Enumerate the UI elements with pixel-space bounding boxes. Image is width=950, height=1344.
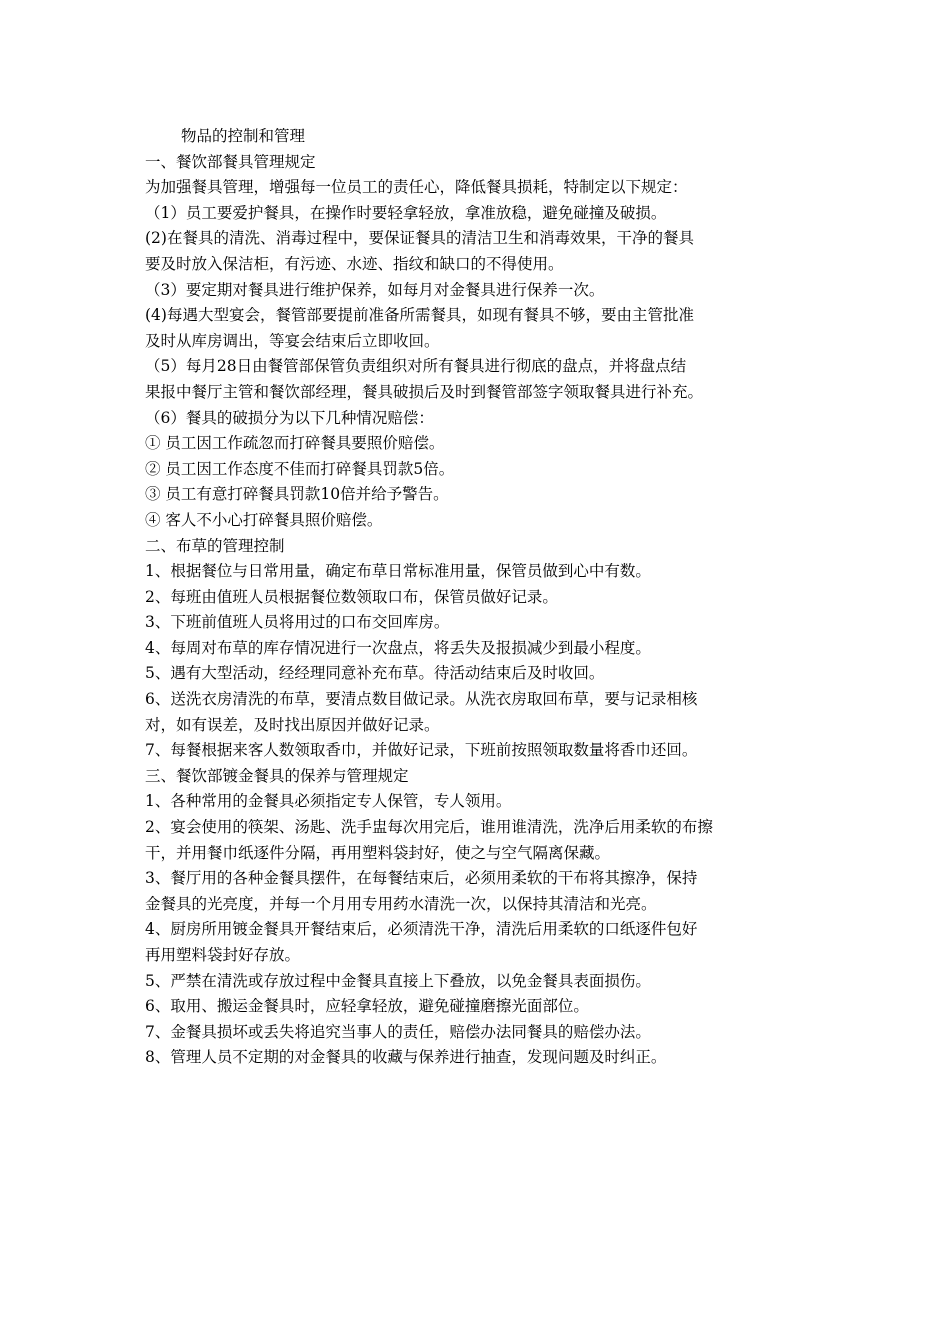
paragraph-line: 7、每餐根据来客人数领取香巾，并做好记录，下班前按照领取数量将香巾还回。 — [145, 741, 698, 760]
paragraph-line: 1、根据餐位与日常用量，确定布草日常标准用量，保管员做到心中有数。 — [145, 562, 651, 581]
paragraph-line: （6）餐具的破损分为以下几种情况赔偿： — [145, 408, 434, 427]
section-heading-2: 二、布草的管理控制 — [145, 536, 285, 555]
paragraph-line: 要及时放入保洁柜，有污迹、水迹、指纹和缺口的不得使用。 — [145, 254, 564, 273]
paragraph-line: 5、遇有大型活动，经经理同意补充布草。待活动结束后及时收回。 — [145, 664, 605, 683]
paragraph-line: 果报中餐厅主管和餐饮部经理，餐具破损后及时到餐管部签字领取餐具进行补充。 — [145, 382, 704, 401]
paragraph-line: (4)每遇大型宴会，餐管部要提前准备所需餐具，如现有餐具不够，要由主管批准 — [145, 306, 694, 325]
list-item: ② 员工因工作态度不佳而打碎餐具罚款5倍。 — [145, 459, 455, 478]
list-item: ③ 员工有意打碎餐具罚款10倍并给予警告。 — [145, 485, 449, 504]
paragraph-line: 1、各种常用的金餐具必须指定专人保管，专人领用。 — [145, 792, 512, 811]
paragraph-line: （3）要定期对餐具进行维护保养，如每月对金餐具进行保养一次。 — [145, 280, 605, 299]
paragraph-line: 6、取用、搬运金餐具时，应轻拿轻放，避免碰撞磨擦光面部位。 — [145, 997, 589, 1016]
paragraph-line: 金餐具的光亮度，并每一个月用专用药水清洗一次，以保持其清洁和光亮。 — [145, 894, 657, 913]
paragraph-line: 4、每周对布草的库存情况进行一次盘点，将丢失及报损减少到最小程度。 — [145, 638, 651, 657]
paragraph-line: （5）每月28日由餐管部保管负责组织对所有餐具进行彻底的盘点，并将盘点结 — [145, 357, 687, 376]
section-heading-3: 三、餐饮部镀金餐具的保养与管理规定 — [145, 766, 409, 785]
document-title: 物品的控制和管理 — [181, 127, 306, 145]
paragraph-line: 6、送洗衣房清洗的布草，要清点数目做记录。从洗衣房取回布草，要与记录相核 — [145, 690, 698, 709]
paragraph-line: (2)在餐具的清洗、消毒过程中，要保证餐具的清洁卫生和消毒效果，干净的餐具 — [145, 229, 694, 248]
list-item: ④ 客人不小心打碎餐具照价赔偿。 — [145, 510, 383, 529]
paragraph-line: （1）员工要爱护餐具，在操作时要轻拿轻放，拿准放稳，避免碰撞及破损。 — [145, 203, 667, 222]
paragraph-line: 再用塑料袋封好存放。 — [145, 946, 301, 964]
document-page — [145, 124, 825, 1071]
paragraph-line: 8、管理人员不定期的对金餐具的收藏与保养进行抽查，发现问题及时纠正。 — [145, 1048, 667, 1067]
paragraph-line: 3、下班前值班人员将用过的口布交回库房。 — [145, 613, 450, 632]
list-item: ① 员工因工作疏忽而打碎餐具要照价赔偿。 — [145, 434, 445, 453]
paragraph-line: 3、餐厅用的各种金餐具摆件，在每餐结束后，必须用柔软的干布将其擦净，保持 — [145, 869, 698, 888]
paragraph-line: 及时从库房调出，等宴会结束后立即收回。 — [145, 331, 440, 350]
paragraph-line: 5、严禁在清洗或存放过程中金餐具直接上下叠放，以免金餐具表面损伤。 — [145, 971, 651, 990]
paragraph-line: 干，并用餐巾纸逐件分隔，再用塑料袋封好，使之与空气隔离保藏。 — [145, 843, 611, 862]
section-heading-1: 一、餐饮部餐具管理规定 — [145, 152, 316, 171]
paragraph-line: 2、宴会使用的筷架、汤匙、洗手盅每次用完后，谁用谁清洗，洗净后用柔软的布擦 — [145, 818, 713, 837]
paragraph-line: 7、金餐具损坏或丢失将追究当事人的责任，赔偿办法同餐具的赔偿办法。 — [145, 1022, 651, 1041]
paragraph-line: 为加强餐具管理，增强每一位员工的责任心，降低餐具损耗，特制定以下规定： — [145, 178, 688, 197]
paragraph-line: 2、每班由值班人员根据餐位数领取口布，保管员做好记录。 — [145, 587, 558, 606]
paragraph-line: 对，如有误差，及时找出原因并做好记录。 — [145, 715, 440, 734]
paragraph-line: 4、厨房所用镀金餐具开餐结束后，必须清洗干净，清洗后用柔软的口纸逐件包好 — [145, 920, 698, 939]
